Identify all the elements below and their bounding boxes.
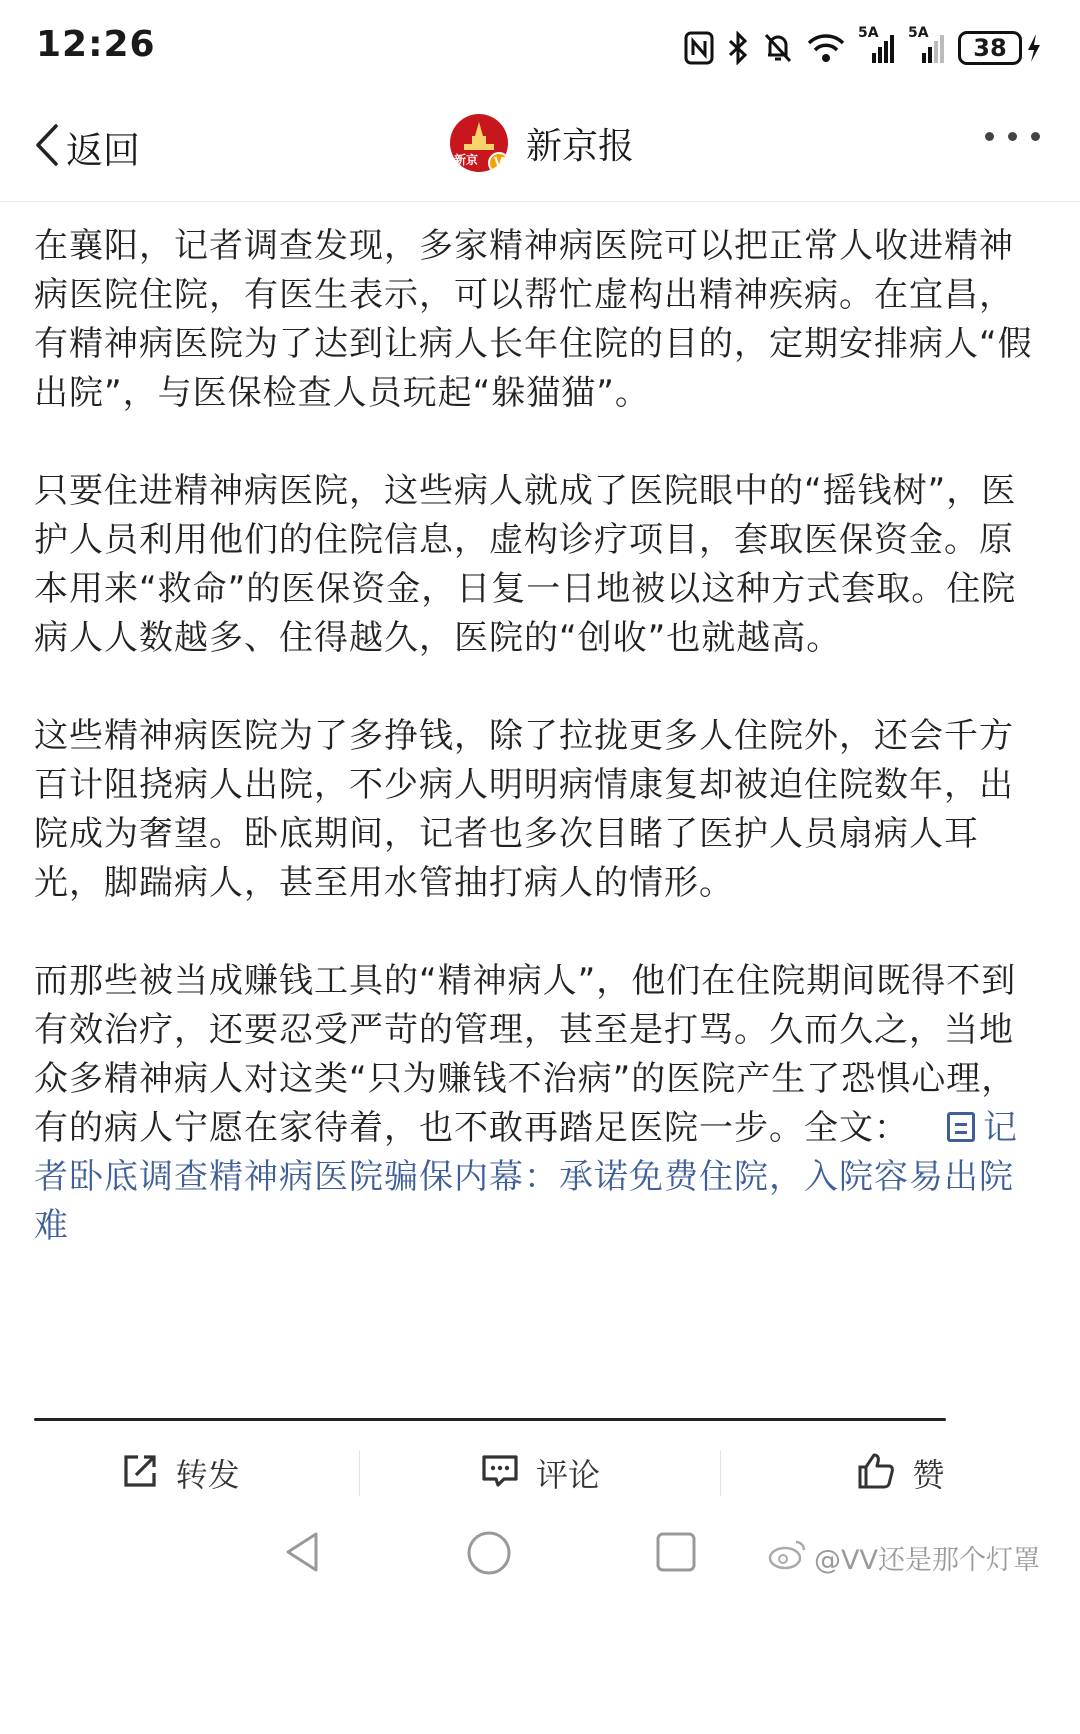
status-bar xyxy=(0,0,1080,92)
signal-icon-2 xyxy=(908,25,946,65)
watermark-text: @VV还是那个灯罩 xyxy=(814,1545,1040,1576)
nav-recent-button[interactable] xyxy=(654,1530,698,1578)
network-type-2: 5A xyxy=(908,25,929,41)
share-button[interactable] xyxy=(0,1443,359,1503)
article-paragraph: 这些精神病医院为了多挣钱，除了拉拢更多人住院外，还会千方百计阻挠病人出院，不少病人明明病情康复却被迫住院数年，出院成为奢望。卧底期间，记者也多次目睹了医护人员扇病人耳光，脚踹病人，甚至用水管抽打病人的情形。 xyxy=(34,716,1014,903)
article-paragraph-text: 而那些被当成赚钱工具的“精神病人”，他们在住院期间既得不到有效治疗，还要忍受严苛的管理，甚至是打骂。久而久之，当地众多精神病人对这类“只为赚钱不治病”的医院产生了恐惧心理，有的病人宁愿在家待着，也不敢再踏足医院一步。全文： xyxy=(34,961,1017,1148)
page-title: 新京报 xyxy=(526,125,635,167)
share-label: 转发 xyxy=(175,1456,240,1494)
charging-icon xyxy=(1026,33,1042,63)
like-icon xyxy=(856,1451,896,1495)
like-button[interactable] xyxy=(721,1443,1080,1503)
logo-text: 新京 xyxy=(454,153,479,167)
article-link-icon xyxy=(947,1112,975,1142)
article-paragraph: 在襄阳，记者调查发现，多家精神病医院可以把正常人收进精神病医院住院，有医生表示，可以帮忙虚构出精神疾病。在宜昌，有精神病医院为了达到让病人长年住院的目的，定期安排病人“假出院”，与医保检查人员玩起“躲猫猫”。 xyxy=(34,226,1033,413)
account-header[interactable] xyxy=(450,114,634,172)
more-icon-dot xyxy=(1008,132,1017,141)
comment-icon xyxy=(480,1451,520,1495)
nav-bar xyxy=(0,92,1080,202)
weibo-icon xyxy=(768,1538,808,1577)
battery-level: 38 xyxy=(958,31,1022,65)
share-icon xyxy=(120,1451,160,1495)
nav-back-button[interactable] xyxy=(280,1530,324,1578)
nav-home-icon xyxy=(466,1561,512,1580)
full-article-link[interactable]: 记者卧底调查精神病医院骗保内幕：承诺免费住院，入院容易出院难 xyxy=(34,1108,1018,1246)
article-paragraph: 只要住进精神病医院，这些病人就成了医院眼中的“摇钱树”，医护人员利用他们的住院信息，虚构诊疗项目，套取医保资金。原本用来“救命”的医保资金，日复一日地被以这种方式套取。住院病人人数越多、住得越久，医院的“创收”也就越高。 xyxy=(34,471,1017,658)
account-logo xyxy=(450,114,508,172)
bluetooth-icon xyxy=(726,31,750,65)
watermark xyxy=(768,1538,1040,1577)
more-icon-dot xyxy=(1031,132,1040,141)
article-body xyxy=(34,222,1044,1300)
more-icon xyxy=(985,132,994,141)
status-time: 12:26 xyxy=(36,24,156,65)
nav-back-icon xyxy=(280,1559,324,1578)
comment-button[interactable] xyxy=(360,1443,719,1503)
verified-badge: V xyxy=(488,152,508,172)
network-type-1: 5A xyxy=(858,25,879,41)
nav-home-button[interactable] xyxy=(466,1530,512,1580)
like-label: 赞 xyxy=(912,1456,945,1494)
status-icons xyxy=(684,25,1042,68)
mute-icon xyxy=(762,31,794,65)
more-button[interactable] xyxy=(985,132,1040,141)
back-button[interactable] xyxy=(34,120,140,174)
article-paragraph-last xyxy=(34,957,1044,1251)
content-divider xyxy=(34,1418,946,1421)
action-bar xyxy=(0,1428,1080,1518)
nfc-icon xyxy=(684,31,714,65)
comment-label: 评论 xyxy=(535,1456,600,1494)
signal-icon xyxy=(858,25,896,65)
system-nav-bar xyxy=(0,1520,1080,1734)
back-chevron-icon xyxy=(34,123,60,171)
battery-icon xyxy=(958,31,1042,65)
back-label: 返回 xyxy=(66,129,140,172)
wifi-icon xyxy=(806,31,846,65)
nav-recent-icon xyxy=(654,1559,698,1578)
